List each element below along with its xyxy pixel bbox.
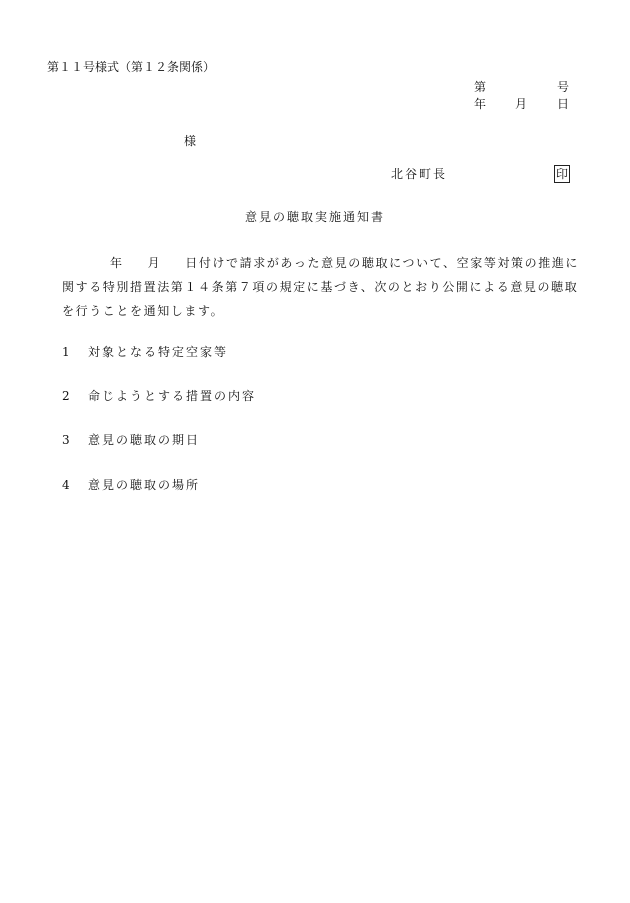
sender-title: 北谷町長 (391, 167, 448, 181)
list-item-label: 命じようとする措置の内容 (88, 389, 257, 403)
list-item-number: 4 (62, 478, 72, 492)
document-title: 意見の聴取実施通知書 (244, 210, 385, 224)
date-day: 日 (557, 97, 570, 111)
list-item-label: 意見の聴取の期日 (88, 433, 201, 447)
list-item (62, 345, 228, 359)
list-item (62, 478, 200, 492)
seal-mark: 印 (555, 167, 568, 181)
list-item-label: 意見の聴取の場所 (88, 478, 201, 492)
document-number-suffix: 号 (557, 80, 570, 94)
form-number: 第１１号様式（第１２条関係） (47, 60, 216, 74)
body-line-1 (62, 251, 582, 275)
document-number-prefix: 第 (474, 80, 487, 94)
body-line-2: 関する特別措置法第１４条第７項の規定に基づき、次のとおり公開による意見の聴取 (62, 280, 579, 294)
list-item-number: 2 (62, 389, 72, 403)
body-line-3: を行うことを通知します。 (62, 304, 225, 318)
date-month: 月 (515, 97, 528, 111)
list-item (62, 389, 256, 403)
body-line-1-text: 日付けで請求があった意見の聴取について、空家等対策の推進に (185, 256, 580, 270)
list-item (62, 433, 200, 447)
list-item-number: 1 (62, 345, 72, 359)
recipient-honorific: 様 (184, 134, 197, 148)
body-paragraph (62, 251, 582, 323)
list-item-label: 対象となる特定空家等 (88, 345, 229, 359)
body-month: 月 (147, 256, 162, 270)
list-item-number: 3 (62, 433, 72, 447)
body-year: 年 (110, 256, 124, 270)
date-year: 年 (474, 97, 487, 111)
